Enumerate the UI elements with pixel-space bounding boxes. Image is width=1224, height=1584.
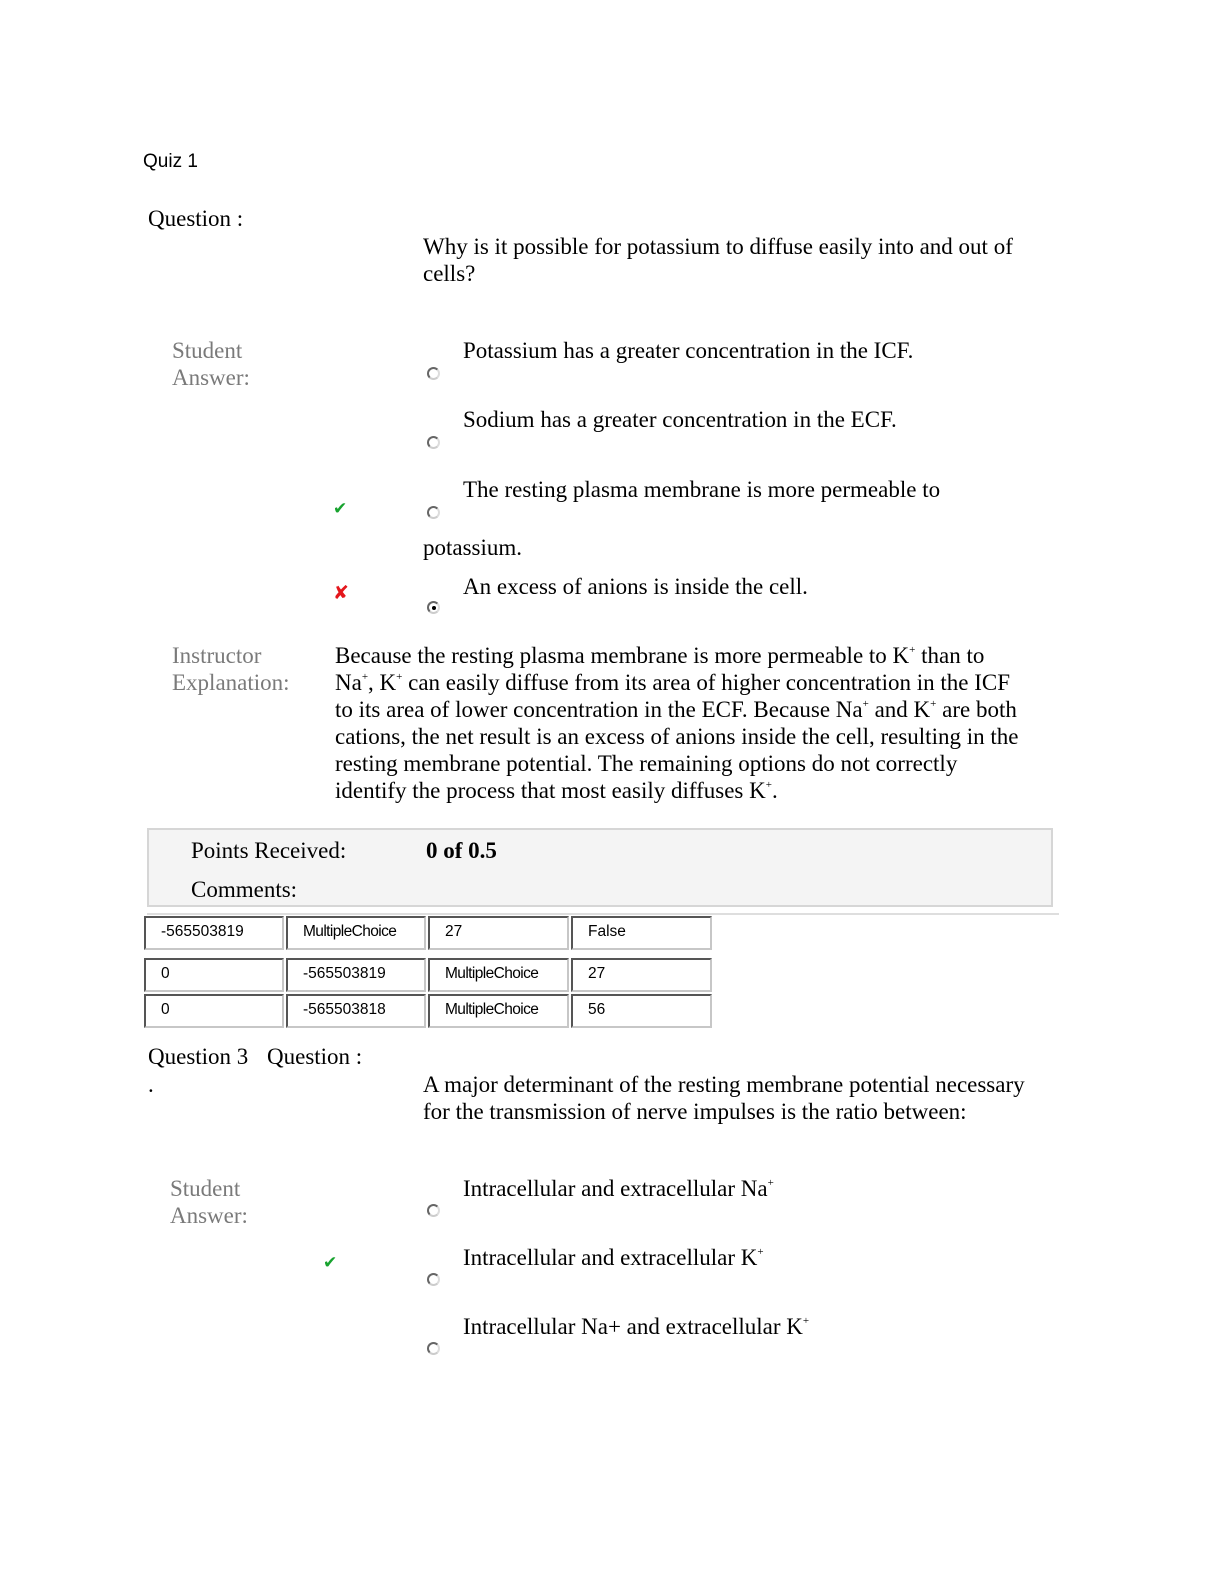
question-text [423,1071,1063,1125]
table-cell: False [571,916,712,950]
check-icon: ✔ [333,499,348,519]
student-answer-label-line: Answer: [170,1203,248,1228]
question-text-line: cells? [423,261,476,286]
explanation-line: cations, the net result is an excess of anions inside the cell, resulting in the [335,724,1019,749]
points-received-value: 0 of 0.5 [426,838,497,863]
student-answer-label-line: Student [172,338,243,363]
question-text-line: A major determinant of the resting membrane potential necessary [423,1072,1025,1097]
radio-icon[interactable] [427,367,440,380]
explanation-line: identify the process that most easily diffuses K+. [335,778,778,803]
radio-icon[interactable] [427,1204,440,1217]
table-cell: 27 [428,916,569,950]
explanation-line: resting membrane potential. The remaining options do not correctly [335,751,958,776]
answer-option-text: Sodium has a greater concentration in the ECF. [463,407,897,432]
table-cell: 0 [144,994,284,1028]
question-text-line: for the transmission of nerve impulses is the ratio between: [423,1099,967,1124]
table-cell: MultipleChoice [286,916,426,950]
explanation-line: Na+, K+ can easily diffuse from its area of higher concentration in the ICF [335,670,1010,695]
question-text [423,233,1063,287]
student-answer-label-line: Answer: [172,365,250,390]
explanation-label-line: Instructor [172,643,262,668]
student-answer-label [172,337,250,391]
explanation-line: to its area of lower concentration in the ECF. Because Na+ and K+ are both [335,697,1017,722]
question-label: Question : [148,206,244,231]
table-cell: -565503818 [286,994,426,1028]
table-cell: 56 [571,994,712,1028]
radio-icon[interactable] [427,506,440,519]
answer-option-text: Intracellular Na+ and extracellular K+ [463,1314,810,1339]
question-label: Question : [267,1044,363,1069]
answer-option-text: Intracellular and extracellular K+ [463,1245,764,1270]
instructor-explanation-text [335,642,1055,804]
question-number-dot: . [148,1072,154,1097]
table-cell: 0 [144,958,284,992]
divider [147,913,1059,915]
question-number: Question 3 [148,1044,249,1069]
answer-option-text: Intracellular and extracellular Na+ [463,1176,774,1201]
table-cell: 27 [571,958,712,992]
student-answer-label [170,1175,248,1229]
question-text-line: Why is it possible for potassium to diffuse easily into and out of [423,234,1013,259]
points-received-label: Points Received: [191,838,347,863]
answer-option-text: The resting plasma membrane is more permeable to [463,477,941,502]
answer-option-text: An excess of anions is inside the cell. [463,574,808,599]
table-cell: MultipleChoice [428,958,569,992]
radio-selected-dot [432,606,436,610]
cross-icon: ✘ [333,582,349,604]
radio-icon[interactable] [427,436,440,449]
quiz-title: Quiz 1 [143,151,198,172]
comments-label: Comments: [191,877,298,902]
instructor-explanation-label [172,642,290,696]
answer-option-text: Potassium has a greater concentration in the ICF. [463,338,914,363]
explanation-label-line: Explanation: [172,670,290,695]
table-cell: MultipleChoice [428,994,569,1028]
table-cell: -565503819 [144,916,284,950]
radio-icon-selected[interactable] [427,601,440,614]
student-answer-label-line: Student [170,1176,241,1201]
radio-icon[interactable] [427,1273,440,1286]
table-cell: -565503819 [286,958,426,992]
answer-option-continuation: potassium. [423,535,523,560]
check-icon: ✔ [323,1253,338,1273]
explanation-line: Because the resting plasma membrane is more permeable to K+ than to [335,643,985,668]
radio-icon[interactable] [427,1342,440,1355]
